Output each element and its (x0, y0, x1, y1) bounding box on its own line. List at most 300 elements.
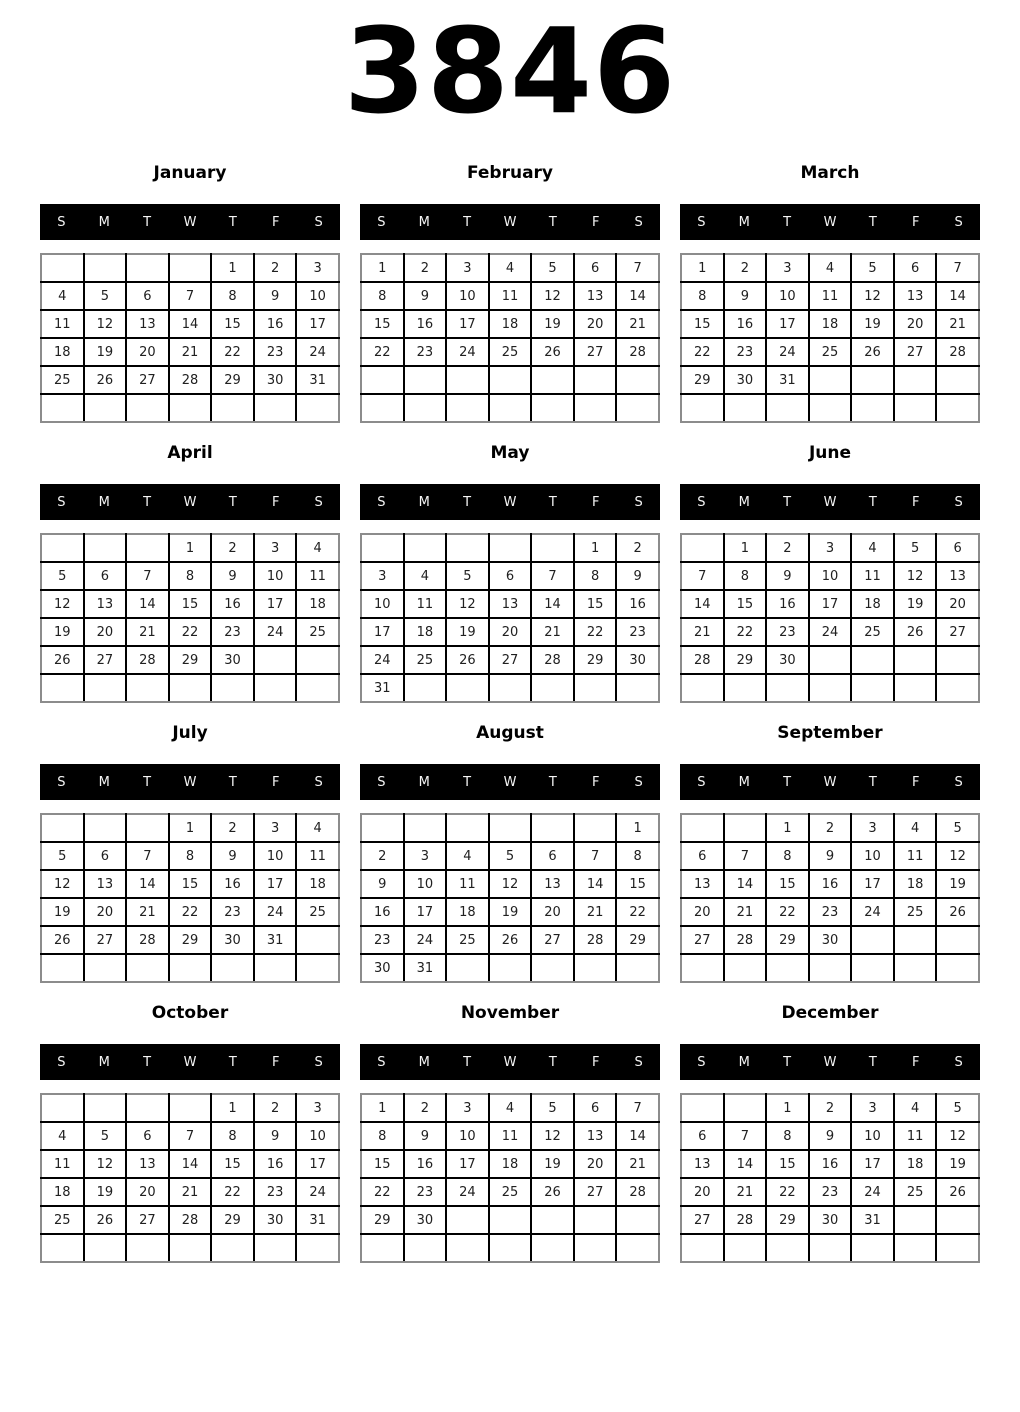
empty-day-cell (489, 366, 532, 394)
empty-day-cell (574, 1206, 617, 1234)
day-cell: 9 (809, 842, 852, 870)
day-cell: 20 (681, 898, 724, 926)
week-row (681, 1122, 979, 1150)
day-cell: 6 (894, 254, 937, 282)
empty-day-cell (361, 814, 404, 842)
month-title: November (460, 1003, 560, 1023)
empty-day-cell (489, 534, 532, 562)
day-cell: 14 (169, 1150, 212, 1178)
day-cell: 26 (894, 618, 937, 646)
empty-day-cell (574, 366, 617, 394)
day-cell: 15 (681, 310, 724, 338)
empty-day-cell (211, 394, 254, 422)
weekday-label: F (271, 774, 280, 790)
month-days-grid (40, 813, 340, 983)
day-cell: 15 (361, 310, 404, 338)
day-cell: 10 (809, 562, 852, 590)
day-cell: 13 (681, 1150, 724, 1178)
weekday-label: T (548, 494, 557, 510)
empty-day-cell (446, 534, 489, 562)
empty-day-cell (446, 1234, 489, 1262)
empty-day-cell (531, 366, 574, 394)
day-cell: 29 (211, 1206, 254, 1234)
day-cell: 14 (616, 1122, 659, 1150)
weekday-label: W (183, 214, 197, 230)
month-title: February (466, 163, 554, 183)
empty-day-cell (446, 1206, 489, 1234)
empty-day-cell (894, 926, 937, 954)
day-cell: 1 (766, 1094, 809, 1122)
day-cell: 1 (169, 534, 212, 562)
empty-day-cell (254, 674, 297, 702)
day-cell: 9 (616, 562, 659, 590)
day-cell: 3 (254, 534, 297, 562)
month-block-march (680, 143, 980, 423)
weekday-label: T (783, 214, 792, 230)
week-row (41, 1234, 339, 1262)
day-cell: 11 (894, 842, 937, 870)
weekday-label: F (591, 494, 600, 510)
day-cell: 11 (41, 310, 84, 338)
day-cell: 17 (766, 310, 809, 338)
day-cell: 26 (531, 1178, 574, 1206)
weekday-label: T (868, 774, 877, 790)
day-cell: 22 (211, 338, 254, 366)
empty-day-cell (809, 646, 852, 674)
empty-day-cell (84, 1234, 127, 1262)
weekday-label: M (738, 494, 750, 510)
empty-day-cell (531, 814, 574, 842)
day-cell: 24 (296, 338, 339, 366)
day-cell: 8 (169, 562, 212, 590)
empty-day-cell (41, 394, 84, 422)
week-row (361, 1234, 659, 1262)
weekday-label: S (377, 774, 386, 790)
empty-day-cell (126, 394, 169, 422)
weekday-label: F (591, 214, 600, 230)
day-cell: 6 (84, 562, 127, 590)
weekday-label: T (228, 494, 237, 510)
day-cell: 25 (489, 338, 532, 366)
day-cell: 6 (84, 842, 127, 870)
week-row (41, 674, 339, 702)
day-cell: 4 (489, 1094, 532, 1122)
day-cell: 31 (254, 926, 297, 954)
empty-day-cell (766, 954, 809, 982)
day-cell: 17 (404, 898, 447, 926)
month-days (360, 1093, 660, 1263)
day-cell: 25 (809, 338, 852, 366)
day-cell: 4 (489, 254, 532, 282)
day-cell: 29 (766, 1206, 809, 1234)
week-row (681, 394, 979, 422)
empty-day-cell (404, 534, 447, 562)
day-cell: 10 (851, 842, 894, 870)
day-cell: 9 (254, 282, 297, 310)
day-cell: 28 (616, 338, 659, 366)
day-cell: 23 (404, 338, 447, 366)
day-cell: 17 (296, 310, 339, 338)
weekday-header-row (680, 204, 980, 240)
month-days (680, 813, 980, 983)
day-cell: 2 (361, 842, 404, 870)
day-cell: 19 (531, 310, 574, 338)
day-cell: 17 (809, 590, 852, 618)
month-block-august (360, 703, 660, 983)
day-cell: 14 (531, 590, 574, 618)
day-cell: 11 (851, 562, 894, 590)
day-cell: 27 (126, 366, 169, 394)
day-cell: 9 (404, 282, 447, 310)
day-cell: 26 (84, 366, 127, 394)
day-cell: 16 (254, 310, 297, 338)
weekday-label: T (143, 1054, 152, 1070)
week-row (681, 1234, 979, 1262)
month-days-grid (40, 533, 340, 703)
day-cell: 19 (41, 618, 84, 646)
day-cell: 19 (936, 870, 979, 898)
day-cell: 2 (211, 814, 254, 842)
day-cell: 9 (254, 1122, 297, 1150)
day-cell: 20 (84, 618, 127, 646)
weekday-label: T (143, 774, 152, 790)
day-cell: 30 (616, 646, 659, 674)
day-cell: 25 (41, 366, 84, 394)
day-cell: 29 (169, 926, 212, 954)
empty-day-cell (616, 1234, 659, 1262)
day-cell: 8 (169, 842, 212, 870)
day-cell: 4 (809, 254, 852, 282)
empty-day-cell (84, 674, 127, 702)
day-cell: 21 (724, 898, 767, 926)
day-cell: 22 (766, 1178, 809, 1206)
day-cell: 16 (809, 870, 852, 898)
day-cell: 18 (894, 870, 937, 898)
empty-day-cell (446, 954, 489, 982)
day-cell: 3 (361, 562, 404, 590)
week-row (681, 1206, 979, 1234)
day-cell: 28 (724, 926, 767, 954)
weekday-label: M (738, 1054, 750, 1070)
week-row (681, 338, 979, 366)
day-cell: 10 (361, 590, 404, 618)
empty-day-cell (531, 1206, 574, 1234)
weekday-header-row (40, 204, 340, 240)
weekday-label: F (591, 774, 600, 790)
month-block-december (680, 983, 980, 1263)
week-row (41, 590, 339, 618)
day-cell: 1 (361, 1094, 404, 1122)
week-row (41, 1094, 339, 1122)
weekday-header-row (680, 484, 980, 520)
weekday-label: M (418, 774, 430, 790)
day-cell: 8 (211, 1122, 254, 1150)
empty-day-cell (851, 1234, 894, 1262)
empty-day-cell (84, 254, 127, 282)
day-cell: 17 (254, 870, 297, 898)
week-row (41, 814, 339, 842)
day-cell: 5 (851, 254, 894, 282)
week-row (361, 954, 659, 982)
weekday-label: F (591, 1054, 600, 1070)
month-block-july (40, 703, 340, 983)
day-cell: 1 (574, 534, 617, 562)
weekday-label: S (634, 494, 643, 510)
week-row (681, 254, 979, 282)
day-cell: 6 (531, 842, 574, 870)
day-cell: 30 (809, 926, 852, 954)
day-cell: 8 (361, 1122, 404, 1150)
day-cell: 10 (446, 282, 489, 310)
day-cell: 28 (574, 926, 617, 954)
weekday-label: F (911, 1054, 920, 1070)
day-cell: 6 (936, 534, 979, 562)
weekday-label: M (738, 774, 750, 790)
week-row (681, 954, 979, 982)
day-cell: 29 (574, 646, 617, 674)
empty-day-cell (84, 1094, 127, 1122)
day-cell: 20 (681, 1178, 724, 1206)
week-row (361, 1178, 659, 1206)
day-cell: 2 (254, 1094, 297, 1122)
day-cell: 12 (41, 870, 84, 898)
empty-day-cell (894, 1206, 937, 1234)
empty-day-cell (766, 1234, 809, 1262)
empty-day-cell (296, 674, 339, 702)
day-cell: 25 (489, 1178, 532, 1206)
day-cell: 28 (169, 366, 212, 394)
day-cell: 22 (766, 898, 809, 926)
day-cell: 27 (489, 646, 532, 674)
day-cell: 18 (489, 1150, 532, 1178)
day-cell: 21 (616, 1150, 659, 1178)
day-cell: 22 (361, 338, 404, 366)
day-cell: 6 (126, 1122, 169, 1150)
day-cell: 26 (41, 646, 84, 674)
day-cell: 4 (296, 814, 339, 842)
day-cell: 29 (681, 366, 724, 394)
day-cell: 22 (681, 338, 724, 366)
empty-day-cell (126, 534, 169, 562)
month-title: December (781, 1003, 879, 1023)
empty-day-cell (254, 954, 297, 982)
day-cell: 27 (894, 338, 937, 366)
day-cell: 4 (41, 1122, 84, 1150)
empty-day-cell (894, 646, 937, 674)
empty-day-cell (531, 394, 574, 422)
week-row (41, 1178, 339, 1206)
day-cell: 5 (446, 562, 489, 590)
day-cell: 16 (361, 898, 404, 926)
month-days-grid (360, 253, 660, 423)
day-cell: 8 (361, 282, 404, 310)
day-cell: 24 (296, 1178, 339, 1206)
day-cell: 2 (616, 534, 659, 562)
day-cell: 16 (809, 1150, 852, 1178)
day-cell: 22 (169, 618, 212, 646)
day-cell: 20 (894, 310, 937, 338)
day-cell: 19 (851, 310, 894, 338)
day-cell: 13 (84, 590, 127, 618)
day-cell: 28 (724, 1206, 767, 1234)
weekday-label: W (503, 494, 517, 510)
day-cell: 7 (169, 1122, 212, 1150)
day-cell: 1 (681, 254, 724, 282)
day-cell: 13 (126, 1150, 169, 1178)
weekday-label: T (228, 774, 237, 790)
empty-day-cell (936, 1206, 979, 1234)
day-cell: 28 (169, 1206, 212, 1234)
day-cell: 14 (616, 282, 659, 310)
day-cell: 26 (531, 338, 574, 366)
empty-day-cell (851, 954, 894, 982)
month-title: June (808, 443, 852, 463)
empty-day-cell (724, 1234, 767, 1262)
month-block-january (40, 143, 340, 423)
day-cell: 11 (296, 562, 339, 590)
day-cell: 5 (531, 1094, 574, 1122)
empty-day-cell (766, 394, 809, 422)
empty-day-cell (84, 954, 127, 982)
empty-day-cell (489, 954, 532, 982)
empty-day-cell (531, 534, 574, 562)
day-cell: 25 (296, 898, 339, 926)
weekday-label: T (783, 494, 792, 510)
week-row (681, 674, 979, 702)
day-cell: 24 (254, 618, 297, 646)
day-cell: 7 (936, 254, 979, 282)
day-cell: 2 (404, 254, 447, 282)
day-cell: 8 (724, 562, 767, 590)
empty-day-cell (851, 394, 894, 422)
week-row (41, 926, 339, 954)
week-row (41, 394, 339, 422)
weekday-label: S (954, 774, 963, 790)
empty-day-cell (681, 534, 724, 562)
weekday-label: S (954, 214, 963, 230)
empty-day-cell (574, 674, 617, 702)
day-cell: 15 (616, 870, 659, 898)
day-cell: 12 (489, 870, 532, 898)
month-block-april (40, 423, 340, 703)
day-cell: 31 (296, 1206, 339, 1234)
weekday-label: T (548, 214, 557, 230)
week-row (361, 562, 659, 590)
month-title: July (172, 723, 208, 743)
day-cell: 15 (169, 590, 212, 618)
weekday-label: M (418, 1054, 430, 1070)
week-row (361, 870, 659, 898)
week-row (41, 1150, 339, 1178)
empty-day-cell (936, 674, 979, 702)
empty-day-cell (809, 366, 852, 394)
day-cell: 7 (531, 562, 574, 590)
day-cell: 30 (809, 1206, 852, 1234)
day-cell: 8 (574, 562, 617, 590)
day-cell: 25 (894, 898, 937, 926)
day-cell: 23 (809, 1178, 852, 1206)
day-cell: 11 (296, 842, 339, 870)
empty-day-cell (724, 814, 767, 842)
day-cell: 2 (766, 534, 809, 562)
empty-day-cell (724, 954, 767, 982)
month-title: January (153, 163, 227, 183)
day-cell: 2 (211, 534, 254, 562)
month-days-grid (360, 813, 660, 983)
day-cell: 8 (766, 1122, 809, 1150)
empty-day-cell (296, 926, 339, 954)
day-cell: 13 (489, 590, 532, 618)
day-cell: 19 (936, 1150, 979, 1178)
day-cell: 21 (169, 338, 212, 366)
day-cell: 13 (936, 562, 979, 590)
day-cell: 12 (851, 282, 894, 310)
day-cell: 8 (616, 842, 659, 870)
week-row (361, 814, 659, 842)
day-cell: 15 (361, 1150, 404, 1178)
week-row (681, 1150, 979, 1178)
week-row (41, 618, 339, 646)
empty-day-cell (41, 1094, 84, 1122)
day-cell: 12 (936, 1122, 979, 1150)
month-title: March (800, 163, 860, 183)
weekday-label: W (823, 774, 837, 790)
empty-day-cell (724, 674, 767, 702)
day-cell: 4 (894, 814, 937, 842)
month-days (360, 533, 660, 703)
day-cell: 21 (616, 310, 659, 338)
week-row (361, 1206, 659, 1234)
empty-day-cell (211, 1234, 254, 1262)
empty-day-cell (809, 674, 852, 702)
week-row (361, 310, 659, 338)
day-cell: 28 (616, 1178, 659, 1206)
day-cell: 15 (724, 590, 767, 618)
empty-day-cell (254, 646, 297, 674)
weekday-label: F (271, 214, 280, 230)
day-cell: 25 (894, 1178, 937, 1206)
day-cell: 14 (126, 590, 169, 618)
weekday-label: S (697, 1054, 706, 1070)
week-row (681, 646, 979, 674)
weekday-header-row (40, 1044, 340, 1080)
day-cell: 27 (84, 926, 127, 954)
empty-day-cell (809, 954, 852, 982)
weekday-label: F (271, 1054, 280, 1070)
empty-day-cell (681, 954, 724, 982)
day-cell: 5 (531, 254, 574, 282)
week-row (361, 646, 659, 674)
weekday-label: T (463, 774, 472, 790)
week-row (681, 842, 979, 870)
month-title: October (151, 1003, 229, 1023)
day-cell: 16 (724, 310, 767, 338)
empty-day-cell (936, 954, 979, 982)
week-row (41, 366, 339, 394)
day-cell: 13 (531, 870, 574, 898)
day-cell: 14 (169, 310, 212, 338)
empty-day-cell (894, 366, 937, 394)
weekday-header-row (360, 764, 660, 800)
week-row (361, 926, 659, 954)
day-cell: 3 (446, 254, 489, 282)
weekday-label: S (314, 774, 323, 790)
weekday-label: S (377, 214, 386, 230)
weekday-label: F (911, 494, 920, 510)
empty-day-cell (41, 814, 84, 842)
day-cell: 18 (851, 590, 894, 618)
weekday-label: M (418, 494, 430, 510)
